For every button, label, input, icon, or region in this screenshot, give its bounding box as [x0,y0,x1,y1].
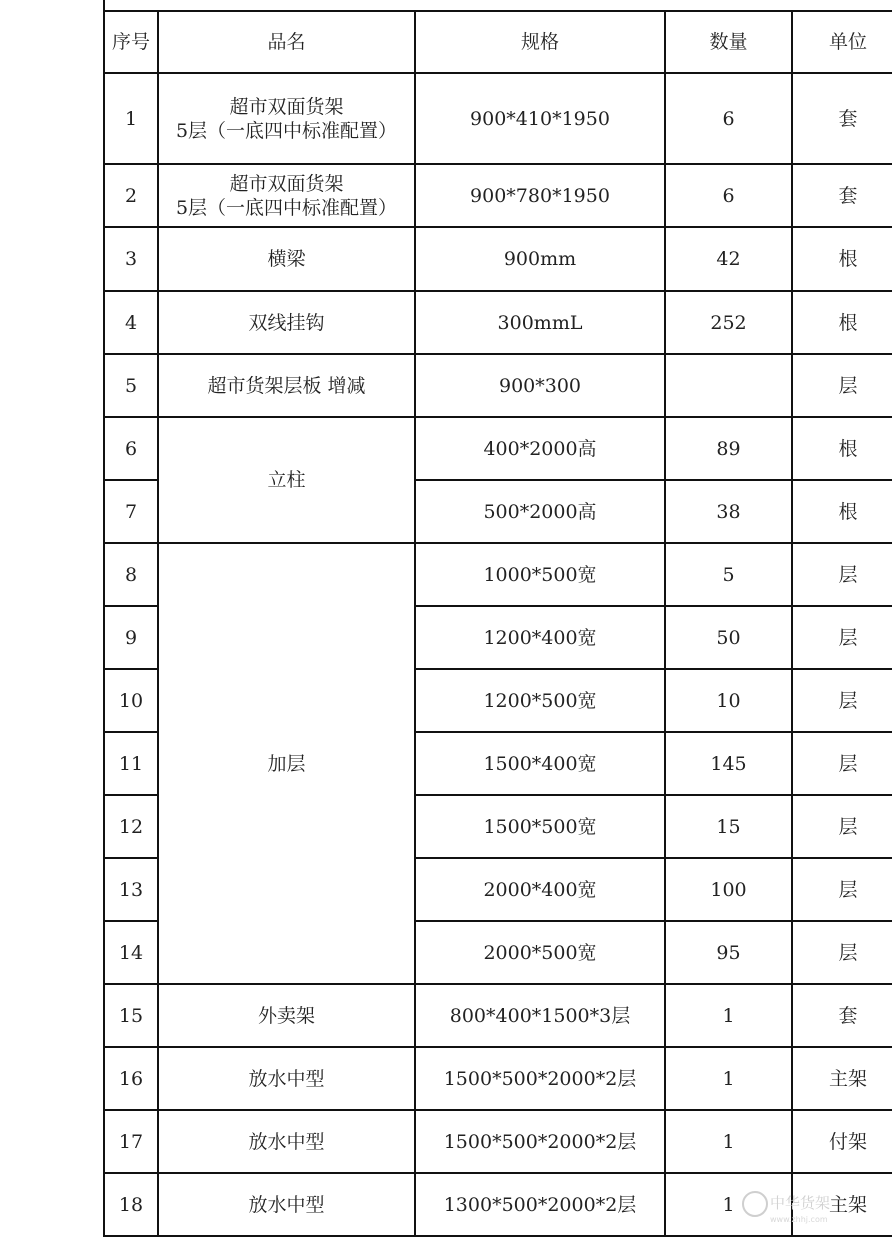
table-row [104,291,892,354]
cell-qty: 1 [665,1110,792,1173]
cell-unit: 根 [792,417,892,480]
cell-unit: 套 [792,984,892,1047]
cell-qty: 5 [665,543,792,606]
cell-unit: 根 [792,227,892,291]
table-row [104,164,892,227]
cell-qty [665,354,792,417]
cell-name-line1: 超市双面货架 [229,95,344,118]
table-row [104,543,892,606]
cell-unit: 主架 [792,1047,892,1110]
cell-spec: 1000*500宽 [415,543,665,606]
cell-no: 13 [104,858,158,921]
cell-spec: 400*2000高 [415,417,665,480]
cell-no: 17 [104,1110,158,1173]
cell-name: 放水中型 [158,1110,415,1173]
table-row [104,227,892,291]
cell-name-line2: 5层（一底四中标准配置） [175,196,398,219]
cell-spec: 2000*400宽 [415,858,665,921]
cell-unit: 付架 [792,1110,892,1173]
cell-spec: 900*300 [415,354,665,417]
cell-no: 18 [104,1173,158,1236]
table-row [104,1047,892,1110]
cell-no: 12 [104,795,158,858]
cell-name-merged: 立柱 [158,417,415,543]
header-qty: 数量 [665,11,792,73]
price-table [103,10,892,1237]
cell-qty: 1 [665,1173,792,1236]
cell-unit: 层 [792,543,892,606]
header-spec: 规格 [415,11,665,73]
cell-no: 16 [104,1047,158,1110]
cell-unit: 层 [792,795,892,858]
header-row [104,11,892,73]
cell-qty: 89 [665,417,792,480]
cell-qty: 15 [665,795,792,858]
cell-name [158,164,415,227]
cell-no: 14 [104,921,158,984]
cell-qty: 1 [665,984,792,1047]
cell-qty: 252 [665,291,792,354]
cell-no: 10 [104,669,158,732]
cell-unit: 根 [792,291,892,354]
cell-name: 超市货架层板 增减 [158,354,415,417]
cell-no: 11 [104,732,158,795]
cell-name-merged: 加层 [158,543,415,984]
cell-name: 放水中型 [158,1047,415,1110]
cell-spec: 300mmL [415,291,665,354]
watermark-logo-icon [742,1191,768,1217]
cell-no: 5 [104,354,158,417]
cell-qty: 100 [665,858,792,921]
table-row [104,984,892,1047]
cell-unit: 套 [792,73,892,164]
cell-unit: 主架 [792,1173,892,1236]
cell-spec: 1200*500宽 [415,669,665,732]
cell-qty: 1 [665,1047,792,1110]
cell-spec: 2000*500宽 [415,921,665,984]
cell-no: 4 [104,291,158,354]
cell-spec: 1300*500*2000*2层 [415,1173,665,1236]
cell-no: 2 [104,164,158,227]
cell-spec: 900mm [415,227,665,291]
cell-name: 双线挂钩 [158,291,415,354]
cell-qty: 145 [665,732,792,795]
cell-no: 6 [104,417,158,480]
cell-unit: 层 [792,921,892,984]
cell-no: 3 [104,227,158,291]
cell-qty: 38 [665,480,792,543]
cell-unit: 根 [792,480,892,543]
cell-name: 外卖架 [158,984,415,1047]
cell-spec: 1500*400宽 [415,732,665,795]
cell-no: 15 [104,984,158,1047]
cell-qty: 10 [665,669,792,732]
cell-unit: 层 [792,732,892,795]
cell-qty: 42 [665,227,792,291]
cell-name-line1: 超市双面货架 [229,172,344,195]
cell-spec: 800*400*1500*3层 [415,984,665,1047]
watermark-text: 中华货架 [770,1194,831,1212]
cell-name: 放水中型 [158,1173,415,1236]
cell-spec: 1500*500*2000*2层 [415,1047,665,1110]
cell-no: 8 [104,543,158,606]
cell-name [158,73,415,164]
table-row [104,417,892,480]
cell-name: 横梁 [158,227,415,291]
cell-unit: 层 [792,354,892,417]
header-unit: 单位 [792,11,892,73]
header-no: 序号 [104,11,158,73]
cell-spec: 900*410*1950 [415,73,665,164]
table-row [104,73,892,164]
header-name: 品名 [158,11,415,73]
cell-qty: 6 [665,73,792,164]
cell-unit: 套 [792,164,892,227]
table-row [104,354,892,417]
cell-qty: 50 [665,606,792,669]
cell-no: 9 [104,606,158,669]
cell-spec: 1500*500*2000*2层 [415,1110,665,1173]
watermark-url: www.zhhj.com [770,1215,828,1224]
cell-unit: 层 [792,858,892,921]
cell-unit: 层 [792,606,892,669]
cell-no: 7 [104,480,158,543]
cell-spec: 500*2000高 [415,480,665,543]
cell-spec: 900*780*1950 [415,164,665,227]
cell-qty: 6 [665,164,792,227]
cell-no: 1 [104,73,158,164]
cell-name-line2: 5层（一底四中标准配置） [175,119,398,142]
table-row [104,1110,892,1173]
cell-spec: 1200*400宽 [415,606,665,669]
cell-unit: 层 [792,669,892,732]
cell-spec: 1500*500宽 [415,795,665,858]
cell-qty: 95 [665,921,792,984]
